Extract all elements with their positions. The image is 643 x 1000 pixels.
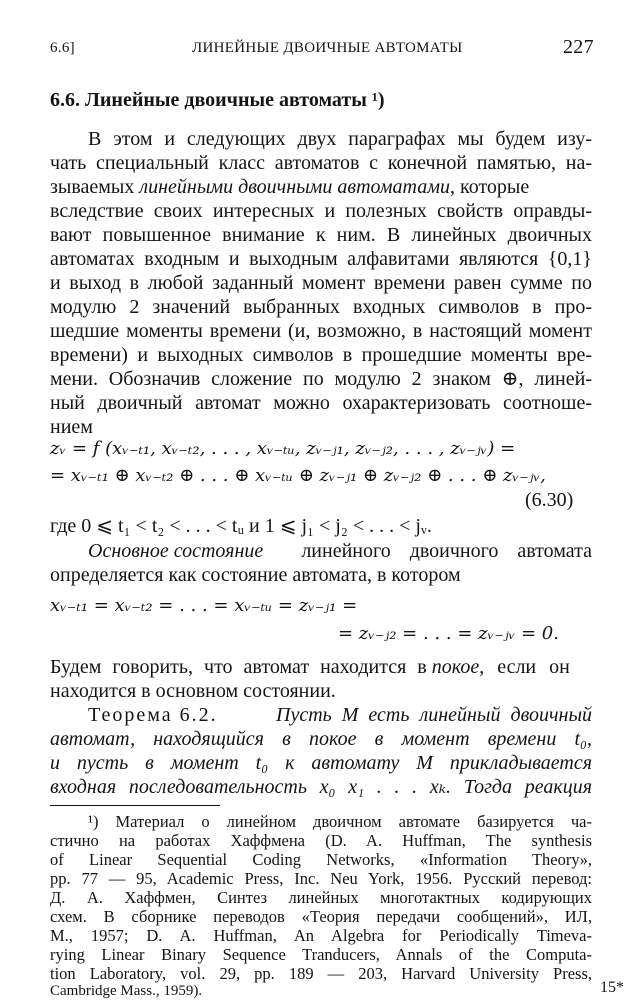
italic-term: Основное состояние: [88, 540, 264, 562]
body-line: В этом и следующих двух параграфах мы будем изу-: [88, 128, 592, 150]
section-heading: 6.6. Линейные двоичные автоматы ¹): [50, 89, 385, 111]
equation-line: zᵥ = f (xᵥ₋ₜ₁, xᵥ₋ₜ₂, . . . , xᵥ₋ₜᵤ, zᵥ₋ⱼ₁, zᵥ₋ⱼ₂, . . . , zᵥ₋ⱼᵥ) =: [50, 438, 516, 459]
running-header-title: ЛИНЕЙНЫЕ ДВОИЧНЫЕ АВТОМАТЫ: [192, 40, 463, 56]
footnote-line: Cambridge Mass., 1959).: [50, 983, 203, 999]
body-line: вают повышенное внимание к ним. В линейных двоичных: [50, 224, 592, 246]
body-line: определяется как состояние автомата, в котором: [50, 564, 461, 586]
footnote-line: схем. В сборнике переводов «Теория передачи сообщений», ИЛ,: [50, 907, 592, 926]
footnote-line: стично на работах Хаффмена (D. A. Huffman, The synthesis: [50, 831, 592, 850]
body-line: времени) и выходных символов в прошедшие моменты вре-: [50, 344, 592, 366]
footnote-line: rying Linear Binary Sequence Tranducers, Annals of the Computa-: [50, 945, 592, 964]
body-line: шедшие моменты времени (и, возможно, в настоящий момент: [50, 320, 592, 342]
theorem-line: входная последовательность x₀ x₁ . . . xₖ. Тогда реакция: [50, 776, 592, 798]
footnote-line: pp. 77 — 95, Academic Press, Inc. Neu York, 1956. Русский перевод:: [50, 869, 592, 888]
footnote-line: ¹) Материал о линейном двоичном автомате базируется ча-: [88, 812, 592, 831]
body-text: линейного двоичного автомата: [301, 540, 592, 562]
body-line: вследствие своих интересных и полезных свойств оправды-: [50, 200, 592, 222]
equation-line: = zᵥ₋ⱼ₂ = . . . = zᵥ₋ⱼᵥ = 0.: [338, 623, 559, 644]
footnote-line: of Linear Sequential Coding Networks, «Information Theory»,: [50, 850, 592, 869]
italic-term: покое: [431, 656, 480, 678]
body-line: находится в основном состоянии.: [50, 680, 336, 702]
body-line: нием: [50, 416, 93, 438]
theorem-line: [88, 703, 592, 727]
body-line: [88, 539, 592, 563]
body-line: модулю 2 значений выбранных входных символов в про-: [50, 296, 592, 318]
body-line: чать специальный класс автоматов с конечной памятью, на-: [50, 152, 592, 174]
body-line: и выход в любой заданный момент времени равен сумме по: [50, 272, 592, 294]
equation-line: xᵥ₋ₜ₁ = xᵥ₋ₜ₂ = . . . = xᵥ₋ₜᵤ = zᵥ₋ⱼ₁ =: [50, 595, 358, 616]
theorem-line: и пусть в момент t₀ к автомату M прикладывается: [50, 752, 592, 774]
theorem-text: Пусть M есть линейный двоичный: [276, 704, 592, 726]
equation-line: = xᵥ₋ₜ₁ ⊕ xᵥ₋ₜ₂ ⊕ . . . ⊕ xᵥ₋ₜᵤ ⊕ zᵥ₋ⱼ₁ ⊕ zᵥ₋ⱼ₂ ⊕ . . . ⊕ zᵥ₋ⱼᵥ,: [50, 465, 546, 486]
footnote-line: Д. А. Хаффмен, Синтез линейных многотактных кодирующих: [50, 888, 592, 907]
body-line: мени. Обозначив сложение по модулю 2 знаком ⊕, линей-: [50, 368, 592, 390]
body-text: , если он: [479, 656, 570, 678]
where-line: где 0 ⩽ t₁ < t₂ < . . . < tᵤ и 1 ⩽ j₁ < j₂ < . . . < jᵥ.: [50, 515, 432, 537]
body-line: автоматах входным и выходным алфавитами являются {0,1}: [50, 248, 592, 270]
footnote-rule: [50, 805, 220, 806]
body-line: [50, 655, 592, 679]
footnote-line: tion Laboratory, vol. 29, pp. 189 — 203, Harvard University Press,: [50, 964, 592, 983]
equation-number: (6.30): [525, 489, 574, 511]
theorem-line: автомат, находящийся в покое в момент времени t₀,: [50, 728, 592, 750]
body-line: ный двоичный автомат можно охарактеризовать соотноше-: [50, 392, 592, 414]
running-header-section: 6.6]: [50, 40, 75, 56]
signature-mark: 15*: [600, 979, 624, 996]
theorem-label: Теорема 6.2.: [88, 704, 218, 726]
body-text: Будем говорить, что автомат находится в: [50, 656, 427, 678]
footnote-line: М., 1957; D. A. Huffman, An Algebra for Periodically Timeva-: [50, 926, 592, 945]
body-line: зываемых линейными двоичными автоматами, которые: [50, 176, 530, 198]
page-number: 227: [563, 36, 594, 58]
italic-term: линейными двоичными автоматами: [139, 176, 451, 198]
